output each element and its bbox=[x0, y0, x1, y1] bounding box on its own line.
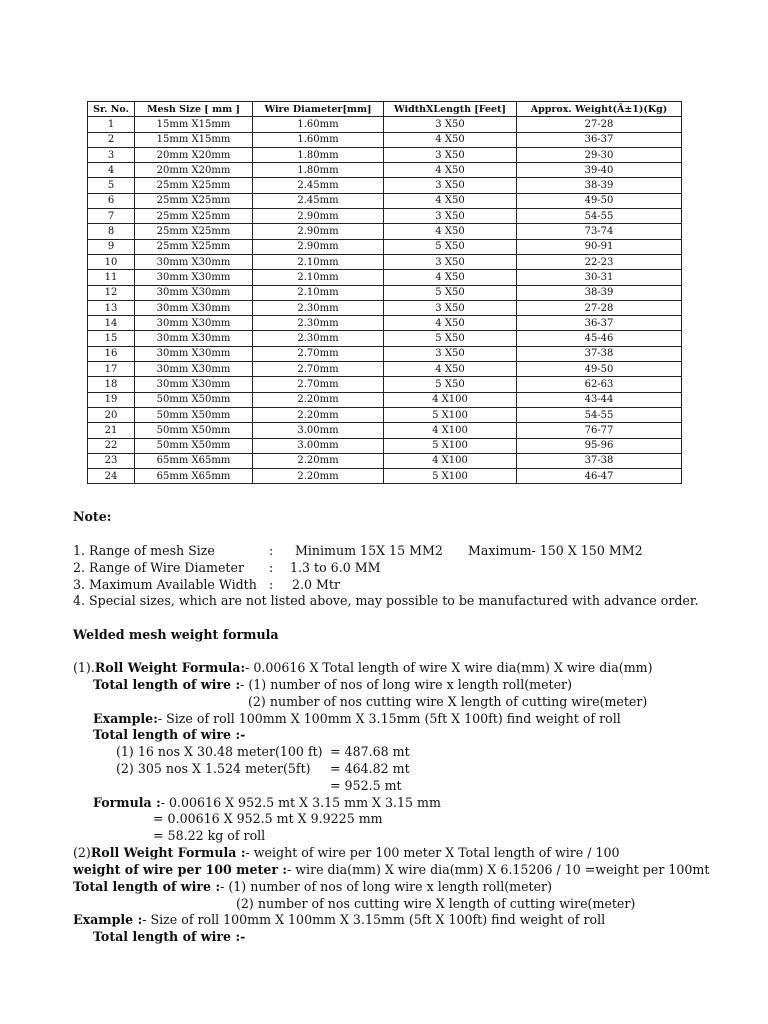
cell-width-length: 3 X50 bbox=[384, 117, 517, 132]
header-approx-weight: Approx. Weight(Â±1)(Kg) bbox=[517, 102, 682, 117]
cell-mesh-size: 15mm X15mm bbox=[135, 132, 253, 147]
cell-width-length: 3 X50 bbox=[384, 254, 517, 269]
cell-sr-no: 23 bbox=[88, 453, 135, 468]
cell-wire-diameter: 2.70mm bbox=[253, 377, 384, 392]
table-row bbox=[88, 346, 682, 361]
note-item-2-label: 2. Range of Wire Diameter bbox=[73, 560, 244, 575]
cell-wire-diameter: 2.30mm bbox=[253, 316, 384, 331]
cell-width-length: 4 X50 bbox=[384, 270, 517, 285]
cell-width-length: 3 X50 bbox=[384, 147, 517, 162]
formula-2-title: Roll Weight Formula : bbox=[90, 845, 246, 860]
note-item-1-colon: : bbox=[269, 543, 274, 558]
example-1-text: - Size of roll 100mm X 100mm X 3.15mm (5ft X 100ft) find weight of roll bbox=[157, 711, 621, 726]
cell-approx-weight: 37-38 bbox=[517, 346, 682, 361]
total-length-1-line2: (2) number of nos cutting wire X length of cutting wire(meter) bbox=[248, 694, 648, 709]
cell-mesh-size: 50mm X50mm bbox=[135, 407, 253, 422]
table-row bbox=[88, 300, 682, 315]
cell-mesh-size: 65mm X65mm bbox=[135, 453, 253, 468]
table-row bbox=[88, 438, 682, 453]
cell-mesh-size: 30mm X30mm bbox=[135, 270, 253, 285]
cell-mesh-size: 30mm X30mm bbox=[135, 316, 253, 331]
cell-width-length: 5 X50 bbox=[384, 239, 517, 254]
cell-width-length: 4 X50 bbox=[384, 132, 517, 147]
cell-mesh-size: 50mm X50mm bbox=[135, 423, 253, 438]
header-sr-no: Sr. No. bbox=[88, 102, 135, 117]
total-length-3-line2: (2) number of nos cutting wire X length of cutting wire(meter) bbox=[236, 896, 636, 911]
cell-approx-weight: 54-55 bbox=[517, 209, 682, 224]
cell-wire-diameter: 2.20mm bbox=[253, 469, 384, 484]
cell-width-length: 5 X100 bbox=[384, 469, 517, 484]
cell-width-length: 4 X100 bbox=[384, 392, 517, 407]
table-row bbox=[88, 377, 682, 392]
cell-approx-weight: 95-96 bbox=[517, 438, 682, 453]
cell-wire-diameter: 2.90mm bbox=[253, 224, 384, 239]
cell-wire-diameter: 2.30mm bbox=[253, 331, 384, 346]
cell-wire-diameter: 2.70mm bbox=[253, 362, 384, 377]
cell-sr-no: 1 bbox=[88, 117, 135, 132]
cell-wire-diameter: 2.70mm bbox=[253, 346, 384, 361]
cell-sr-no: 12 bbox=[88, 285, 135, 300]
total-length-1-title: Total length of wire : bbox=[93, 677, 241, 692]
total-length-1-text: - (1) number of nos of long wire x length roll(meter) bbox=[240, 677, 572, 692]
cell-mesh-size: 25mm X25mm bbox=[135, 178, 253, 193]
cell-wire-diameter: 2.45mm bbox=[253, 193, 384, 208]
table-row bbox=[88, 193, 682, 208]
calc-1-right: = 487.68 mt bbox=[330, 744, 410, 759]
header-width-length: WidthXLength [Feet] bbox=[384, 102, 517, 117]
formula-heading: Welded mesh weight formula bbox=[73, 627, 279, 642]
formula-calc-line3: = 58.22 kg of roll bbox=[153, 828, 266, 843]
cell-wire-diameter: 2.10mm bbox=[253, 270, 384, 285]
cell-sr-no: 5 bbox=[88, 178, 135, 193]
cell-wire-diameter: 1.60mm bbox=[253, 132, 384, 147]
cell-mesh-size: 50mm X50mm bbox=[135, 438, 253, 453]
cell-approx-weight: 73-74 bbox=[517, 224, 682, 239]
cell-mesh-size: 20mm X20mm bbox=[135, 163, 253, 178]
cell-width-length: 4 X50 bbox=[384, 163, 517, 178]
cell-width-length: 4 X100 bbox=[384, 423, 517, 438]
note-item-3-value: 2.0 Mtr bbox=[292, 577, 341, 592]
table-row bbox=[88, 239, 682, 254]
cell-width-length: 5 X100 bbox=[384, 407, 517, 422]
cell-approx-weight: 76-77 bbox=[517, 423, 682, 438]
cell-approx-weight: 45-46 bbox=[517, 331, 682, 346]
cell-sr-no: 22 bbox=[88, 438, 135, 453]
header-mesh-size: Mesh Size [ mm ] bbox=[135, 102, 253, 117]
table-row bbox=[88, 362, 682, 377]
table-body bbox=[88, 117, 682, 484]
cell-wire-diameter: 3.00mm bbox=[253, 438, 384, 453]
cell-approx-weight: 38-39 bbox=[517, 285, 682, 300]
weight-per-100m-title: weight of wire per 100 meter : bbox=[73, 862, 288, 877]
cell-width-length: 5 X100 bbox=[384, 438, 517, 453]
cell-mesh-size: 30mm X30mm bbox=[135, 254, 253, 269]
formula-2-prefix: (2) bbox=[73, 845, 91, 860]
cell-wire-diameter: 2.90mm bbox=[253, 209, 384, 224]
note-item-2-colon: : bbox=[269, 560, 274, 575]
cell-mesh-size: 25mm X25mm bbox=[135, 224, 253, 239]
cell-mesh-size: 25mm X25mm bbox=[135, 209, 253, 224]
cell-approx-weight: 49-50 bbox=[517, 193, 682, 208]
cell-wire-diameter: 2.10mm bbox=[253, 285, 384, 300]
calc-3-total: = 952.5 mt bbox=[330, 778, 402, 793]
cell-wire-diameter: 2.30mm bbox=[253, 300, 384, 315]
example-1-line bbox=[93, 711, 621, 727]
table-row bbox=[88, 163, 682, 178]
formula-1-text: - 0.00616 X Total length of wire X wire dia(mm) X wire dia(mm) bbox=[245, 660, 653, 675]
cell-approx-weight: 36-37 bbox=[517, 316, 682, 331]
cell-mesh-size: 20mm X20mm bbox=[135, 147, 253, 162]
table-row bbox=[88, 178, 682, 193]
example-2-text: - Size of roll 100mm X 100mm X 3.15mm (5ft X 100ft) find weight of roll bbox=[142, 912, 606, 927]
table-row bbox=[88, 469, 682, 484]
table-row bbox=[88, 407, 682, 422]
cell-wire-diameter: 2.20mm bbox=[253, 453, 384, 468]
cell-sr-no: 4 bbox=[88, 163, 135, 178]
note-item-1 bbox=[73, 543, 215, 559]
note-item-4: 4. Special sizes, which are not listed above, may possible to be manufactured with advance order. bbox=[73, 593, 699, 608]
cell-approx-weight: 37-38 bbox=[517, 453, 682, 468]
cell-width-length: 4 X50 bbox=[384, 193, 517, 208]
cell-wire-diameter: 2.20mm bbox=[253, 392, 384, 407]
cell-wire-diameter: 2.90mm bbox=[253, 239, 384, 254]
total-length-4-title: Total length of wire :- bbox=[93, 929, 246, 944]
cell-wire-diameter: 1.80mm bbox=[253, 163, 384, 178]
total-length-3-title: Total length of wire : bbox=[73, 879, 221, 894]
cell-sr-no: 11 bbox=[88, 270, 135, 285]
note-item-1-min: Minimum 15X 15 MM2 bbox=[295, 543, 443, 558]
formula-calc-title: Formula : bbox=[93, 795, 161, 810]
cell-mesh-size: 30mm X30mm bbox=[135, 377, 253, 392]
cell-mesh-size: 30mm X30mm bbox=[135, 362, 253, 377]
note-item-2-value: 1.3 to 6.0 MM bbox=[290, 560, 381, 575]
table-row bbox=[88, 117, 682, 132]
cell-approx-weight: 49-50 bbox=[517, 362, 682, 377]
cell-sr-no: 18 bbox=[88, 377, 135, 392]
cell-mesh-size: 65mm X65mm bbox=[135, 469, 253, 484]
calc-2-right: = 464.82 mt bbox=[330, 761, 410, 776]
cell-approx-weight: 39-40 bbox=[517, 163, 682, 178]
table-row bbox=[88, 224, 682, 239]
cell-mesh-size: 30mm X30mm bbox=[135, 331, 253, 346]
cell-sr-no: 24 bbox=[88, 469, 135, 484]
example-2-title: Example : bbox=[73, 912, 143, 927]
cell-sr-no: 14 bbox=[88, 316, 135, 331]
cell-width-length: 4 X50 bbox=[384, 316, 517, 331]
cell-mesh-size: 30mm X30mm bbox=[135, 285, 253, 300]
cell-wire-diameter: 2.20mm bbox=[253, 407, 384, 422]
example-1-title: Example: bbox=[93, 711, 158, 726]
note-item-1-max: Maximum- 150 X 150 MM2 bbox=[468, 543, 643, 558]
cell-width-length: 5 X50 bbox=[384, 331, 517, 346]
total-length-2-title: Total length of wire :- bbox=[93, 727, 246, 742]
cell-width-length: 5 X50 bbox=[384, 377, 517, 392]
cell-sr-no: 19 bbox=[88, 392, 135, 407]
calc-2-left: (2) 305 nos X 1.524 meter(5ft) bbox=[116, 761, 311, 776]
formula-1-title: Roll Weight Formula: bbox=[94, 660, 246, 675]
cell-sr-no: 2 bbox=[88, 132, 135, 147]
cell-approx-weight: 30-31 bbox=[517, 270, 682, 285]
example-2-line bbox=[73, 912, 605, 928]
cell-wire-diameter: 1.80mm bbox=[253, 147, 384, 162]
cell-approx-weight: 38-39 bbox=[517, 178, 682, 193]
table-row bbox=[88, 316, 682, 331]
total-length-3-text: - (1) number of nos of long wire x length roll(meter) bbox=[220, 879, 552, 894]
cell-wire-diameter: 2.45mm bbox=[253, 178, 384, 193]
cell-wire-diameter: 2.10mm bbox=[253, 254, 384, 269]
cell-approx-weight: 62-63 bbox=[517, 377, 682, 392]
formula-1-prefix: (1). bbox=[73, 660, 95, 675]
table-row bbox=[88, 453, 682, 468]
cell-sr-no: 10 bbox=[88, 254, 135, 269]
cell-sr-no: 17 bbox=[88, 362, 135, 377]
cell-sr-no: 20 bbox=[88, 407, 135, 422]
cell-sr-no: 9 bbox=[88, 239, 135, 254]
cell-width-length: 3 X50 bbox=[384, 300, 517, 315]
cell-sr-no: 7 bbox=[88, 209, 135, 224]
cell-sr-no: 13 bbox=[88, 300, 135, 315]
cell-approx-weight: 46-47 bbox=[517, 469, 682, 484]
cell-approx-weight: 29-30 bbox=[517, 147, 682, 162]
cell-width-length: 3 X50 bbox=[384, 346, 517, 361]
formula-calc-text: - 0.00616 X 952.5 mt X 3.15 mm X 3.15 mm bbox=[160, 795, 441, 810]
cell-sr-no: 6 bbox=[88, 193, 135, 208]
cell-mesh-size: 50mm X50mm bbox=[135, 392, 253, 407]
cell-mesh-size: 30mm X30mm bbox=[135, 300, 253, 315]
weight-per-100m-text: - wire dia(mm) X wire dia(mm) X 6.15206 / 10 =weight per 100mt bbox=[287, 862, 710, 877]
formula-1-line bbox=[73, 660, 653, 676]
total-length-3-line bbox=[73, 879, 552, 895]
cell-approx-weight: 36-37 bbox=[517, 132, 682, 147]
calc-1-left: (1) 16 nos X 30.48 meter(100 ft) bbox=[116, 744, 323, 759]
cell-mesh-size: 25mm X25mm bbox=[135, 239, 253, 254]
table-row bbox=[88, 285, 682, 300]
cell-width-length: 4 X50 bbox=[384, 224, 517, 239]
cell-width-length: 4 X50 bbox=[384, 362, 517, 377]
table-row bbox=[88, 392, 682, 407]
cell-width-length: 3 X50 bbox=[384, 178, 517, 193]
cell-approx-weight: 90-91 bbox=[517, 239, 682, 254]
table-row bbox=[88, 254, 682, 269]
cell-wire-diameter: 1.60mm bbox=[253, 117, 384, 132]
cell-sr-no: 8 bbox=[88, 224, 135, 239]
table-row bbox=[88, 423, 682, 438]
cell-mesh-size: 30mm X30mm bbox=[135, 346, 253, 361]
table-row bbox=[88, 331, 682, 346]
table-row bbox=[88, 270, 682, 285]
cell-approx-weight: 43-44 bbox=[517, 392, 682, 407]
cell-sr-no: 15 bbox=[88, 331, 135, 346]
cell-approx-weight: 54-55 bbox=[517, 407, 682, 422]
cell-width-length: 3 X50 bbox=[384, 209, 517, 224]
formula-2-text: - weight of wire per 100 meter X Total length of wire / 100 bbox=[245, 845, 620, 860]
total-length-1-line bbox=[93, 677, 572, 693]
formula-2-line bbox=[73, 845, 620, 861]
weight-per-100m-line bbox=[73, 862, 709, 878]
table-row bbox=[88, 209, 682, 224]
mesh-spec-table bbox=[87, 101, 682, 484]
table-row bbox=[88, 147, 682, 162]
cell-width-length: 5 X50 bbox=[384, 285, 517, 300]
cell-width-length: 4 X100 bbox=[384, 453, 517, 468]
table-row bbox=[88, 132, 682, 147]
note-item-3-label: 3. Maximum Available Width bbox=[73, 577, 257, 592]
cell-approx-weight: 27-28 bbox=[517, 117, 682, 132]
cell-approx-weight: 27-28 bbox=[517, 300, 682, 315]
cell-mesh-size: 15mm X15mm bbox=[135, 117, 253, 132]
formula-calc-line bbox=[93, 795, 441, 811]
header-wire-diameter: Wire Diameter[mm] bbox=[253, 102, 384, 117]
cell-sr-no: 21 bbox=[88, 423, 135, 438]
cell-sr-no: 16 bbox=[88, 346, 135, 361]
note-heading: Note: bbox=[73, 509, 112, 524]
formula-calc-line2: = 0.00616 X 952.5 mt X 9.9225 mm bbox=[153, 811, 383, 826]
note-item-3-colon: : bbox=[269, 577, 274, 592]
cell-sr-no: 3 bbox=[88, 147, 135, 162]
cell-approx-weight: 22-23 bbox=[517, 254, 682, 269]
cell-wire-diameter: 3.00mm bbox=[253, 423, 384, 438]
cell-mesh-size: 25mm X25mm bbox=[135, 193, 253, 208]
table-header-row bbox=[88, 102, 682, 117]
note-item-1-label: 1. Range of mesh Size bbox=[73, 543, 215, 558]
